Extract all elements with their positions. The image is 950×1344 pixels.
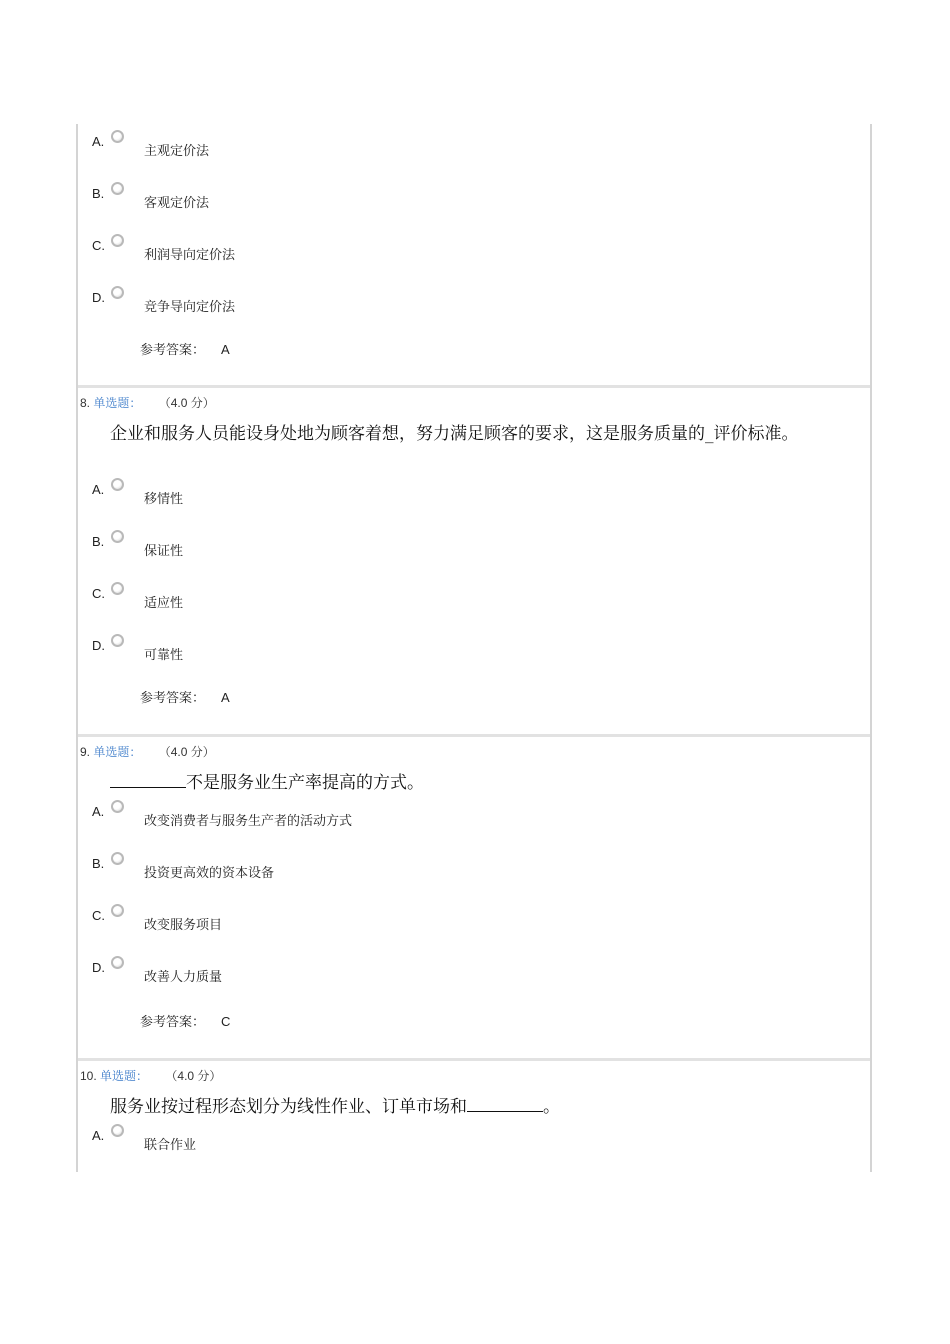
option-letter: B. <box>92 856 105 871</box>
question-header <box>80 1067 221 1084</box>
option-a[interactable] <box>90 130 490 160</box>
question-number: 10. <box>80 1069 97 1083</box>
option-c[interactable] <box>90 904 490 934</box>
divider <box>78 1058 870 1061</box>
radio-button[interactable] <box>111 582 124 595</box>
question-type: 单选题： <box>100 1069 149 1083</box>
option-d[interactable] <box>90 634 490 664</box>
answer-value: A <box>221 690 230 705</box>
option-text: 投资更高效的资本设备 <box>144 866 275 881</box>
fill-blank <box>110 771 186 788</box>
option-letter: A. <box>92 1128 105 1143</box>
option-text: 客观定价法 <box>144 196 210 211</box>
radio-button[interactable] <box>111 1124 124 1137</box>
radio-button[interactable] <box>111 478 124 491</box>
option-b[interactable] <box>90 852 490 882</box>
option-text: 适应性 <box>144 596 184 611</box>
radio-button[interactable] <box>111 852 124 865</box>
stem-text: 不是服务业生产率提高的方式。 <box>186 773 424 793</box>
answer-value: A <box>221 342 230 357</box>
option-letter: C. <box>92 908 105 923</box>
question-type: 单选题： <box>93 745 142 759</box>
option-text: 改善人力质量 <box>144 970 223 985</box>
answer-value: C <box>221 1014 231 1029</box>
radio-button[interactable] <box>111 182 124 195</box>
reference-answer <box>140 687 230 706</box>
option-text: 利润导向定价法 <box>144 248 236 263</box>
option-letter: C. <box>92 586 105 601</box>
option-c[interactable] <box>90 234 490 264</box>
option-a[interactable] <box>90 478 490 508</box>
option-letter: D. <box>92 960 105 975</box>
option-letter: D. <box>92 290 105 305</box>
option-letter: A. <box>92 804 105 819</box>
stem-end: 。 <box>543 1097 560 1117</box>
reference-answer <box>140 339 230 358</box>
question-score: （4.0 分） <box>165 1069 222 1083</box>
option-text: 改变消费者与服务生产者的活动方式 <box>144 814 353 829</box>
radio-button[interactable] <box>111 800 124 813</box>
option-text: 主观定价法 <box>144 144 210 159</box>
radio-button[interactable] <box>111 130 124 143</box>
radio-button[interactable] <box>111 286 124 299</box>
question-number: 8. <box>80 396 91 410</box>
reference-answer <box>140 1011 230 1030</box>
radio-button[interactable] <box>111 956 124 969</box>
option-text: 竞争导向定价法 <box>144 300 236 315</box>
option-c[interactable] <box>90 582 490 612</box>
answer-label: 参考答案： <box>140 691 206 706</box>
option-b[interactable] <box>90 530 490 560</box>
option-text: 保证性 <box>144 544 184 559</box>
option-letter: B. <box>92 186 105 201</box>
question-score: （4.0 分） <box>158 396 215 410</box>
question-stem <box>80 770 848 796</box>
option-text: 改变服务项目 <box>144 918 223 933</box>
option-a[interactable] <box>90 1124 490 1154</box>
question-header <box>80 743 215 760</box>
question-header <box>80 394 215 411</box>
option-letter: A. <box>92 134 105 149</box>
question-stem: 企业和服务人员能设身处地为顾客着想，努力满足顾客的要求，这是服务质量的_评价标准。 <box>110 424 799 444</box>
option-text: 联合作业 <box>144 1138 197 1153</box>
radio-button[interactable] <box>111 234 124 247</box>
answer-label: 参考答案： <box>140 1015 206 1030</box>
radio-button[interactable] <box>111 634 124 647</box>
option-d[interactable] <box>90 286 490 316</box>
radio-button[interactable] <box>111 904 124 917</box>
question-type: 单选题： <box>93 396 142 410</box>
fill-blank <box>467 1095 543 1112</box>
option-letter: B. <box>92 534 105 549</box>
option-letter: A. <box>92 482 105 497</box>
option-b[interactable] <box>90 182 490 212</box>
divider <box>78 385 870 388</box>
option-text: 移情性 <box>144 492 184 507</box>
option-a[interactable] <box>90 800 490 830</box>
quiz-sheet <box>76 124 872 1172</box>
question-number: 9. <box>80 745 91 759</box>
divider <box>78 734 870 737</box>
option-letter: C. <box>92 238 105 253</box>
answer-label: 参考答案： <box>140 343 206 358</box>
option-d[interactable] <box>90 956 490 986</box>
question-stem <box>80 1094 848 1120</box>
option-text: 可靠性 <box>144 648 184 663</box>
question-score: （4.0 分） <box>158 745 215 759</box>
radio-button[interactable] <box>111 530 124 543</box>
option-letter: D. <box>92 638 105 653</box>
stem-text: 服务业按过程形态划分为线性作业、订单市场和 <box>110 1097 467 1117</box>
